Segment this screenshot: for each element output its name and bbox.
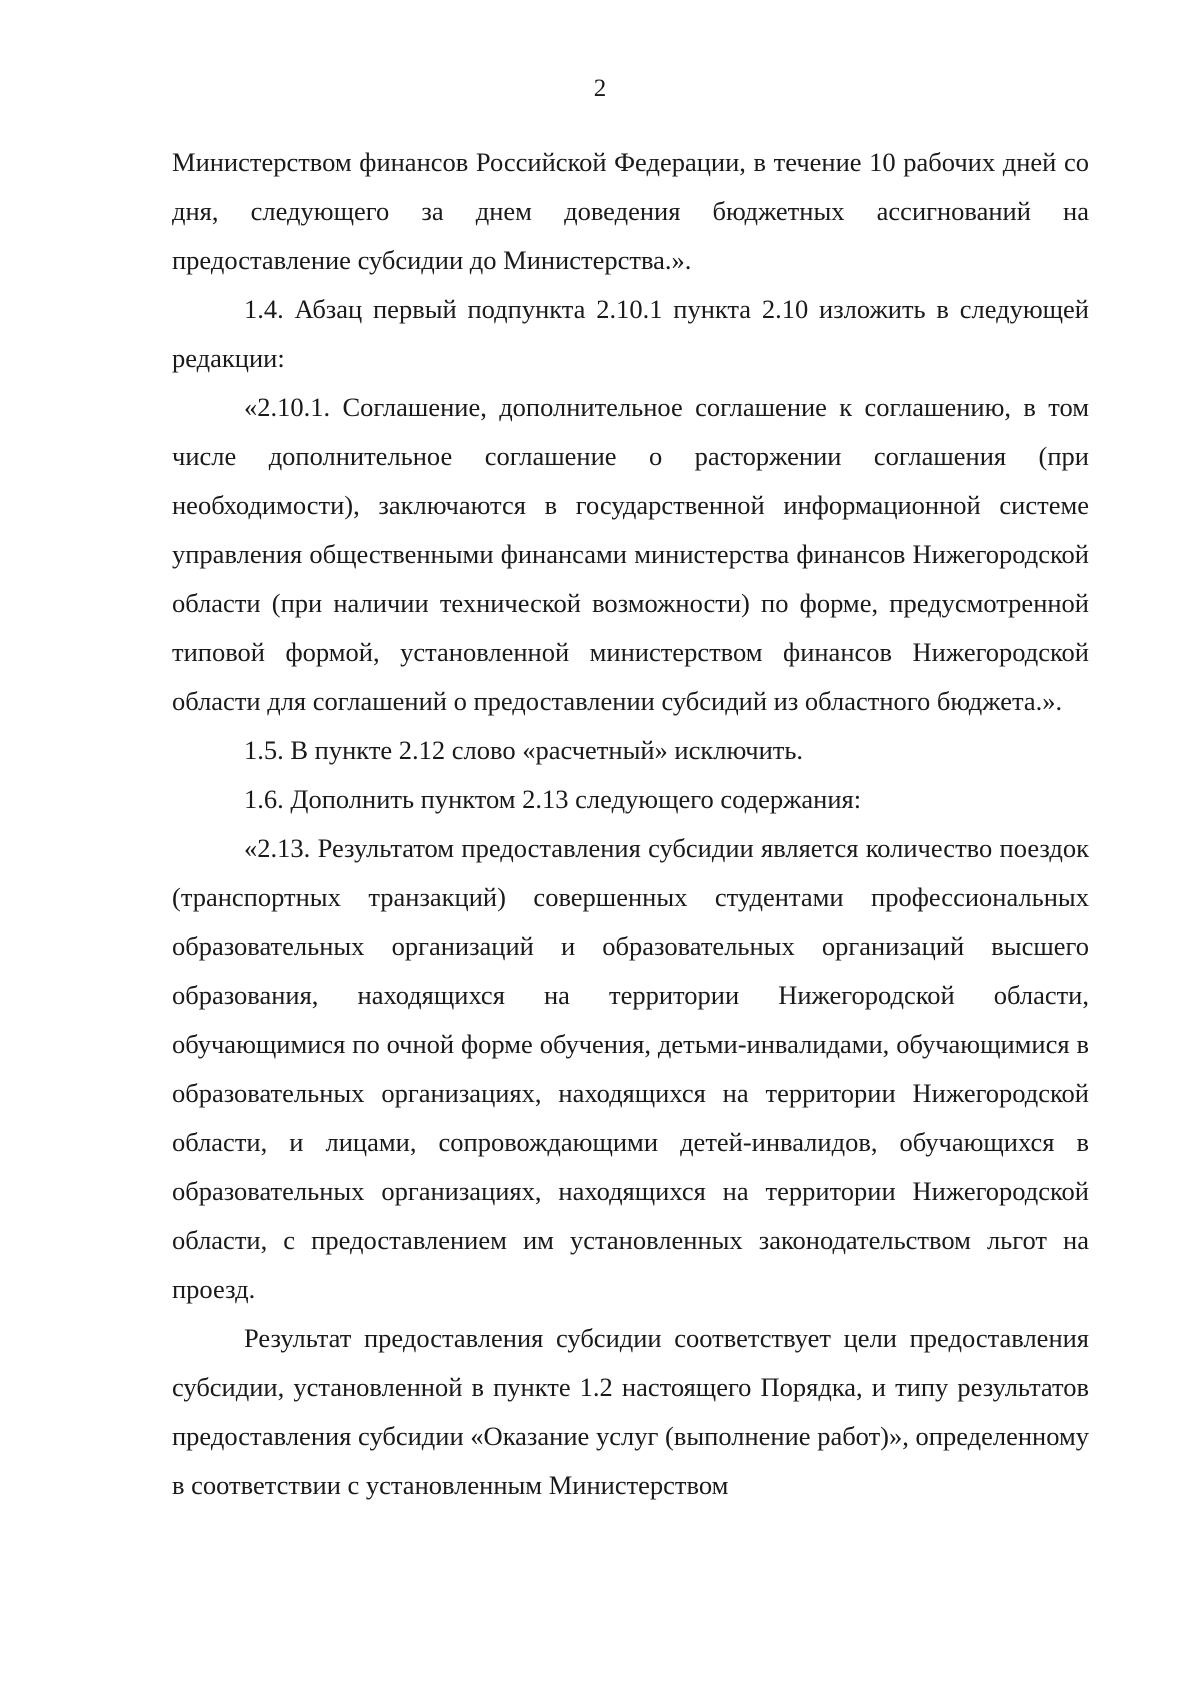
paragraph-quote-2-13: «2.13. Результатом предоставления субсидии является количество поездок (транспортных транзакций) совершенных студентами профессиональных образовательных организаций и образовательных организаций высшего образования, находящихся на территории Нижегородской области, обучающимися по очной форме обучения, детьми-инвалидами, обучающимися в образовательных организациях, находящихся на территории Нижегородской области, и лицами, сопровождающими детей-инвалидов, обучающихся в образовательных организациях, находящихся на территории Нижегородской области, с предоставлением им установленных законодательством льгот на проезд.: [172, 833, 1089, 1304]
paragraph-item-1-5: 1.5. В пункте 2.12 слово «расчетный» исключить.: [244, 735, 804, 765]
paragraph-item-1-6: 1.6. Дополнить пунктом 2.13 следующего содержания:: [244, 784, 862, 814]
document-body: [172, 138, 1089, 1510]
paragraph-result: Результат предоставления субсидии соответствует цели предоставления субсидии, установленной в пункте 1.2 настоящего Порядка, и типу результатов предоставления субсидии «Оказание услуг (выполнение работ)», определенному в соответствии с установленным Министерством: [172, 1323, 1089, 1500]
paragraph-item-1-4: 1.4. Абзац первый подпункта 2.10.1 пункта 2.10 изложить в следующей редакции:: [172, 294, 1089, 373]
paragraph-quote-2-10-1: «2.10.1. Соглашение, дополнительное соглашение к соглашению, в том числе дополнительное соглашение о расторжении соглашения (при необходимости), заключаются в государственной информационной системе управления общественными финансами министерства финансов Нижегородской области (при наличии технической возможности) по форме, предусмотренной типовой формой, установленной министерством финансов Нижегородской области для соглашений о предоставлении субсидий из областного бюджета.».: [172, 392, 1089, 716]
paragraph-continuation: Министерством финансов Российской Федерации, в течение 10 рабочих дней со дня, следующего за днем доведения бюджетных ассигнований на предоставление субсидии до Министерства.».: [172, 147, 1089, 275]
page-number: 2: [593, 75, 607, 102]
